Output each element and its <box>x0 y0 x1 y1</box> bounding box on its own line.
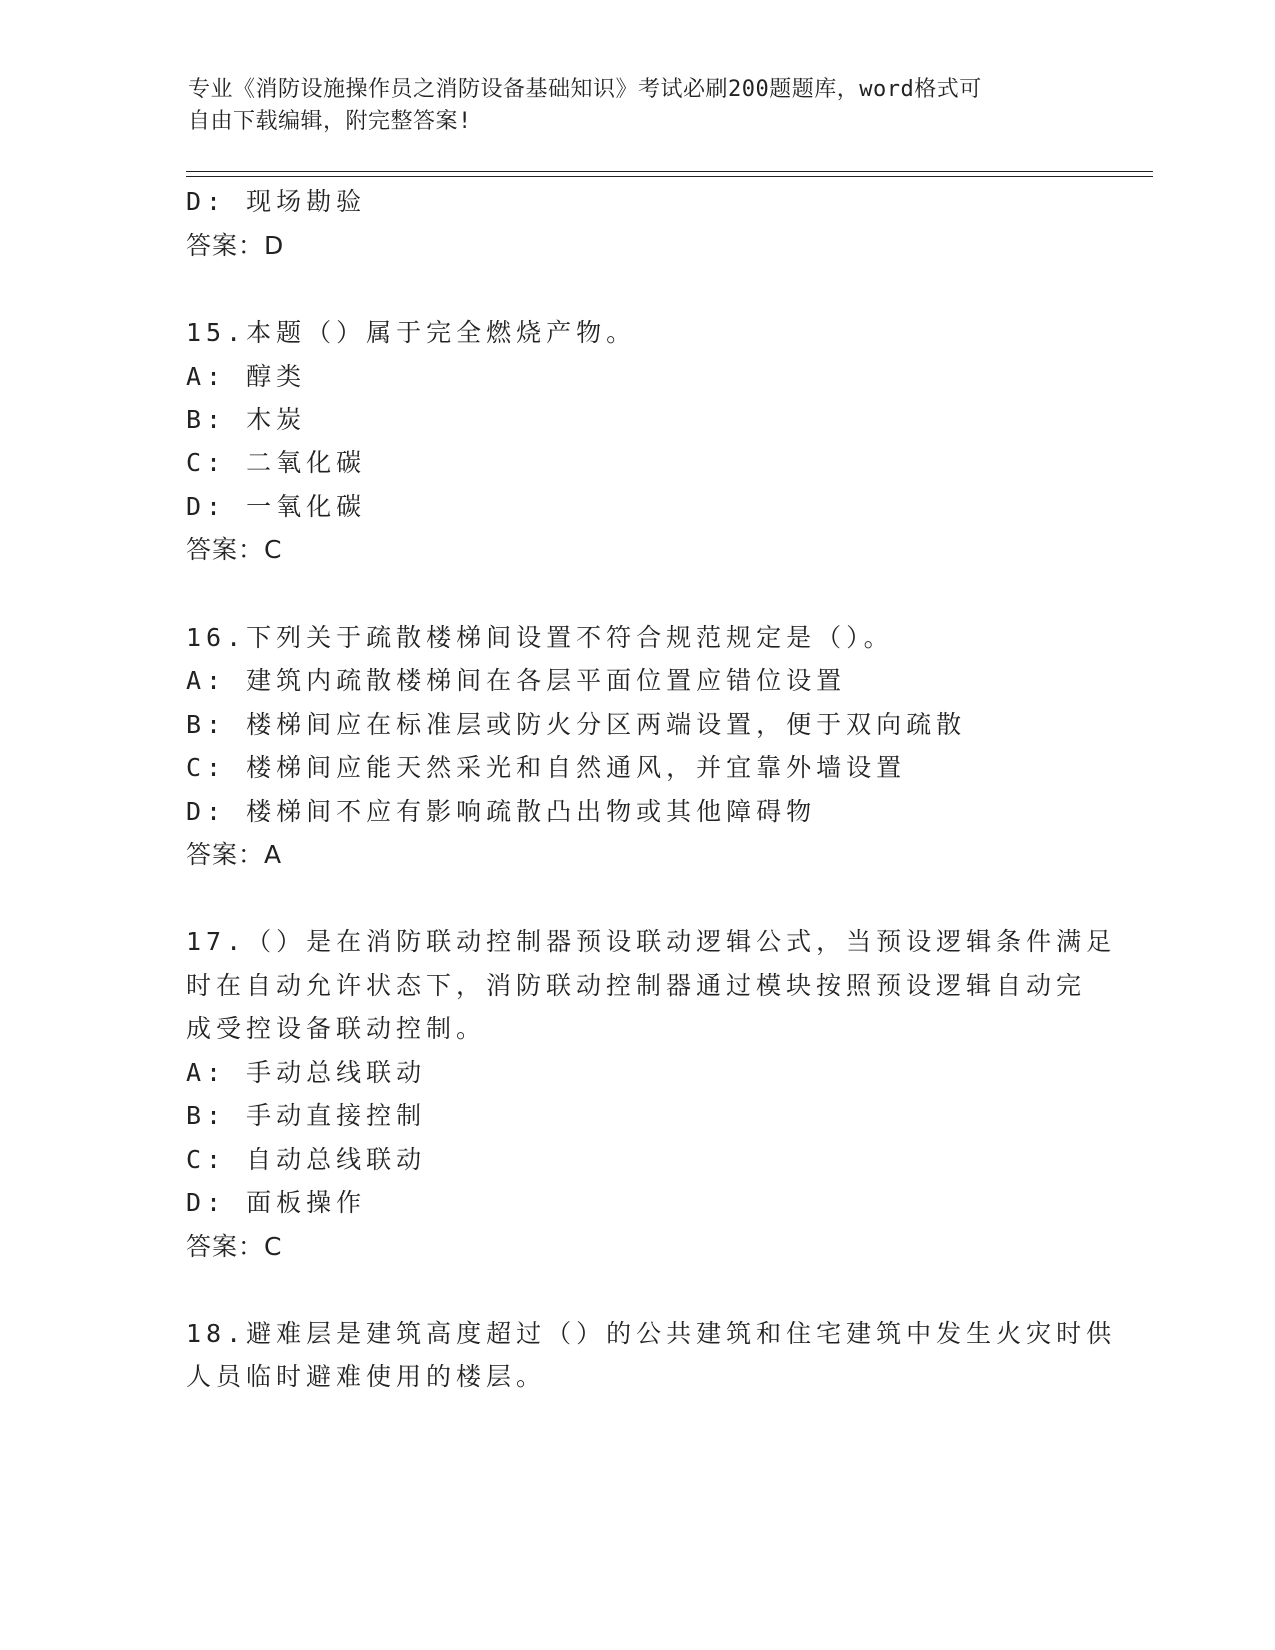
q18-stem-line-1: 18.避难层是建筑高度超过（）的公共建筑和住宅建筑中发生火灾时供 <box>186 1319 1117 1348</box>
q15-option-c: C: 二氧化碳 <box>186 448 367 477</box>
q15-answer: 答案：C <box>186 535 283 564</box>
q17-answer: 答案：C <box>186 1232 283 1261</box>
q14-answer: 答案：D <box>186 231 285 260</box>
q14-option-d: D: 现场勘验 <box>186 187 367 216</box>
header-line-2: 自由下载编辑，附完整答案! <box>188 109 472 134</box>
header-rule-top <box>186 171 1153 172</box>
q16-answer: 答案：A <box>186 840 283 869</box>
q18-stem-line-2: 人员临时避难使用的楼层。 <box>186 1362 547 1391</box>
q16-option-b: B: 楼梯间应在标准层或防火分区两端设置，便于双向疏散 <box>186 710 967 739</box>
q16-option-d: D: 楼梯间不应有影响疏散凸出物或其他障碍物 <box>186 797 817 826</box>
q15-option-b: B: 木炭 <box>186 405 307 434</box>
document-header <box>188 74 1068 138</box>
q16-stem: 16.下列关于疏散楼梯间设置不符合规范规定是（）。 <box>186 623 894 652</box>
q16-option-c: C: 楼梯间应能天然采光和自然通风，并宜靠外墙设置 <box>186 753 907 782</box>
q17-option-d: D: 面板操作 <box>186 1188 367 1217</box>
q16-option-a: A: 建筑内疏散楼梯间在各层平面位置应错位设置 <box>186 666 847 695</box>
q17-stem-line-3: 成受控设备联动控制。 <box>186 1014 487 1043</box>
header-rule-bottom <box>186 176 1153 177</box>
q15-stem: 15.本题（）属于完全燃烧产物。 <box>186 318 637 347</box>
q15-option-d: D: 一氧化碳 <box>186 492 367 521</box>
q17-stem-line-2: 时在自动允许状态下，消防联动控制器通过模块按照预设逻辑自动完 <box>186 971 1087 1000</box>
q15-option-a: A: 醇类 <box>186 362 307 391</box>
q17-option-c: C: 自动总线联动 <box>186 1145 427 1174</box>
q17-option-b: B: 手动直接控制 <box>186 1101 427 1130</box>
q17-option-a: A: 手动总线联动 <box>186 1058 427 1087</box>
q17-stem-line-1: 17.（）是在消防联动控制器预设联动逻辑公式，当预设逻辑条件满足 <box>186 927 1117 956</box>
header-line-1: 专业《消防设施操作员之消防设备基础知识》考试必刷200题题库，word格式可 <box>188 77 982 102</box>
